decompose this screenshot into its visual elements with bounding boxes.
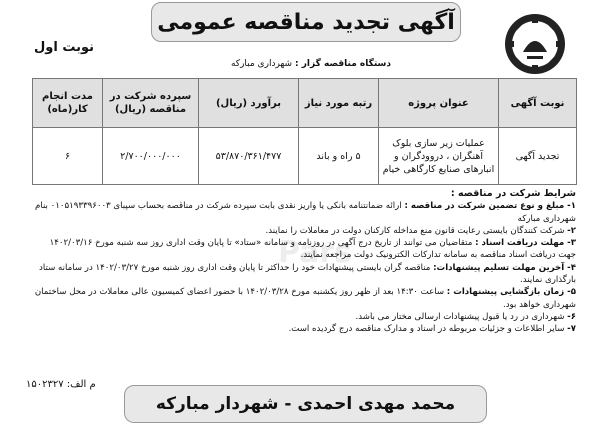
condition-item bbox=[32, 237, 576, 262]
condition-text: ساعت ۱۴:۳۰ بعد از ظهر روز یکشنبه مورخ ۱۴۰۲/۰۳/۲۸ با حضور اعضای کمیسیون عالی معاملات در محل ساختمان شهرداری خواهد بود. bbox=[34, 287, 576, 310]
organizer-value: شهرداری مبارکه bbox=[230, 59, 293, 69]
table-header-cell: نوبت آگهی bbox=[499, 79, 577, 128]
notice-title bbox=[151, 2, 461, 42]
table-cell: ۲/۷۰۰/۰۰۰/۰۰۰ bbox=[103, 128, 199, 185]
condition-item bbox=[32, 200, 576, 225]
table-cell: ۶ bbox=[33, 128, 103, 185]
table-cell: ۵ راه و باند bbox=[299, 128, 379, 185]
condition-label: ۷- bbox=[567, 324, 576, 335]
notice-title-text: آگهی تجدید مناقصه عمومی bbox=[157, 9, 455, 35]
municipality-logo-icon bbox=[503, 12, 567, 76]
table-header-row bbox=[33, 79, 577, 128]
condition-item bbox=[32, 286, 576, 311]
condition-label: ۴- آخرین مهلت تسلیم پیشنهادات: bbox=[433, 262, 576, 273]
table-header-cell: مدت انجام کار(ماه) bbox=[33, 79, 103, 128]
table-header-cell: سپرده شرکت در مناقصه (ریال) bbox=[103, 79, 199, 128]
organizer-label: دستگاه مناقصه گزار : bbox=[294, 59, 391, 69]
organizer-line bbox=[231, 59, 391, 69]
notice-round: نوبت اول bbox=[34, 40, 95, 55]
condition-label: ۶- bbox=[567, 311, 576, 322]
condition-item bbox=[32, 323, 576, 335]
condition-text: شهرداری در رد یا قبول پیشنهادات ارسالی مختار می باشد. bbox=[355, 311, 565, 322]
condition-item bbox=[32, 311, 576, 323]
watermark: Pars bbox=[277, 235, 353, 270]
condition-label: ۵- زمان بازگشایی پیشنهادات : bbox=[446, 287, 576, 298]
table-cell: تجدید آگهی bbox=[499, 128, 577, 185]
reference-number: م الف: ۱۵۰۲۳۲۷ bbox=[26, 379, 96, 390]
table-header-cell: رتبه مورد نیاز bbox=[299, 79, 379, 128]
signature-text: محمد مهدی احمدی - شهردار مبارکه bbox=[155, 394, 456, 414]
condition-text: مناقصه گران بایستی پیشنهادات خود را حداکثر تا پایان وقت اداری روز شنبه مورخ ۱۴۰۲/۰۳/۲۷ در سامانه ستاد بارگذاری نمایند. bbox=[39, 262, 576, 286]
condition-text: متقاضیان می توانند از تاریخ درج آگهی در روزنامه و سامانه «ستاد» تا پایان وقت اداری روز سه شنبه مورخ ۱۴۰۲/۰۳/۱۶ جهت دریافت اسناد مناقصه به سامانه تدارکات الکترونیک دولت مراجعه نمایند. bbox=[49, 238, 576, 261]
conditions-section bbox=[32, 188, 576, 378]
condition-text: سایر اطلاعات و جزئیات مربوطه در اسناد و مدارک مناقصه درج گردیده است. bbox=[288, 324, 565, 335]
table-cell: عملیات زیر سازی بلوک آهنگران ، دروودگران و انبارهای صنایع کارگاهی خیام bbox=[379, 128, 499, 185]
condition-label: ۲- bbox=[567, 225, 576, 236]
tender-table bbox=[32, 78, 577, 185]
table-header-cell: عنوان پروژه bbox=[379, 79, 499, 128]
table-header-cell: برآورد (ریال) bbox=[199, 79, 299, 128]
table-row bbox=[33, 128, 577, 185]
condition-item bbox=[32, 262, 576, 287]
condition-label: ۳- مهلت دریافت اسناد : bbox=[475, 238, 576, 249]
signature-box bbox=[124, 385, 487, 423]
condition-text: ارائه ضمانتنامه بانکی یا واریز نقدی بابت سپرده شرکت در مناقصه بحساب سپبای ۰۱۰۵۱۹۳۳۹۶۰۰۳ بنام شهرداری مبارکه bbox=[35, 201, 576, 224]
condition-text: شرکت کنندگان بایستی رعایت قانون منع مداخله کارکنان دولت در معاملات را نمایند. bbox=[265, 225, 565, 236]
condition-label: ۱- مبلغ و نوع تضمین شرکت در مناقصه : bbox=[404, 201, 576, 212]
table-cell: ۵۳/۸۷۰/۳۶۱/۴۷۷ bbox=[199, 128, 299, 185]
conditions-heading: شرایط شرکت در مناقصه : bbox=[450, 188, 576, 199]
condition-item bbox=[32, 225, 576, 237]
